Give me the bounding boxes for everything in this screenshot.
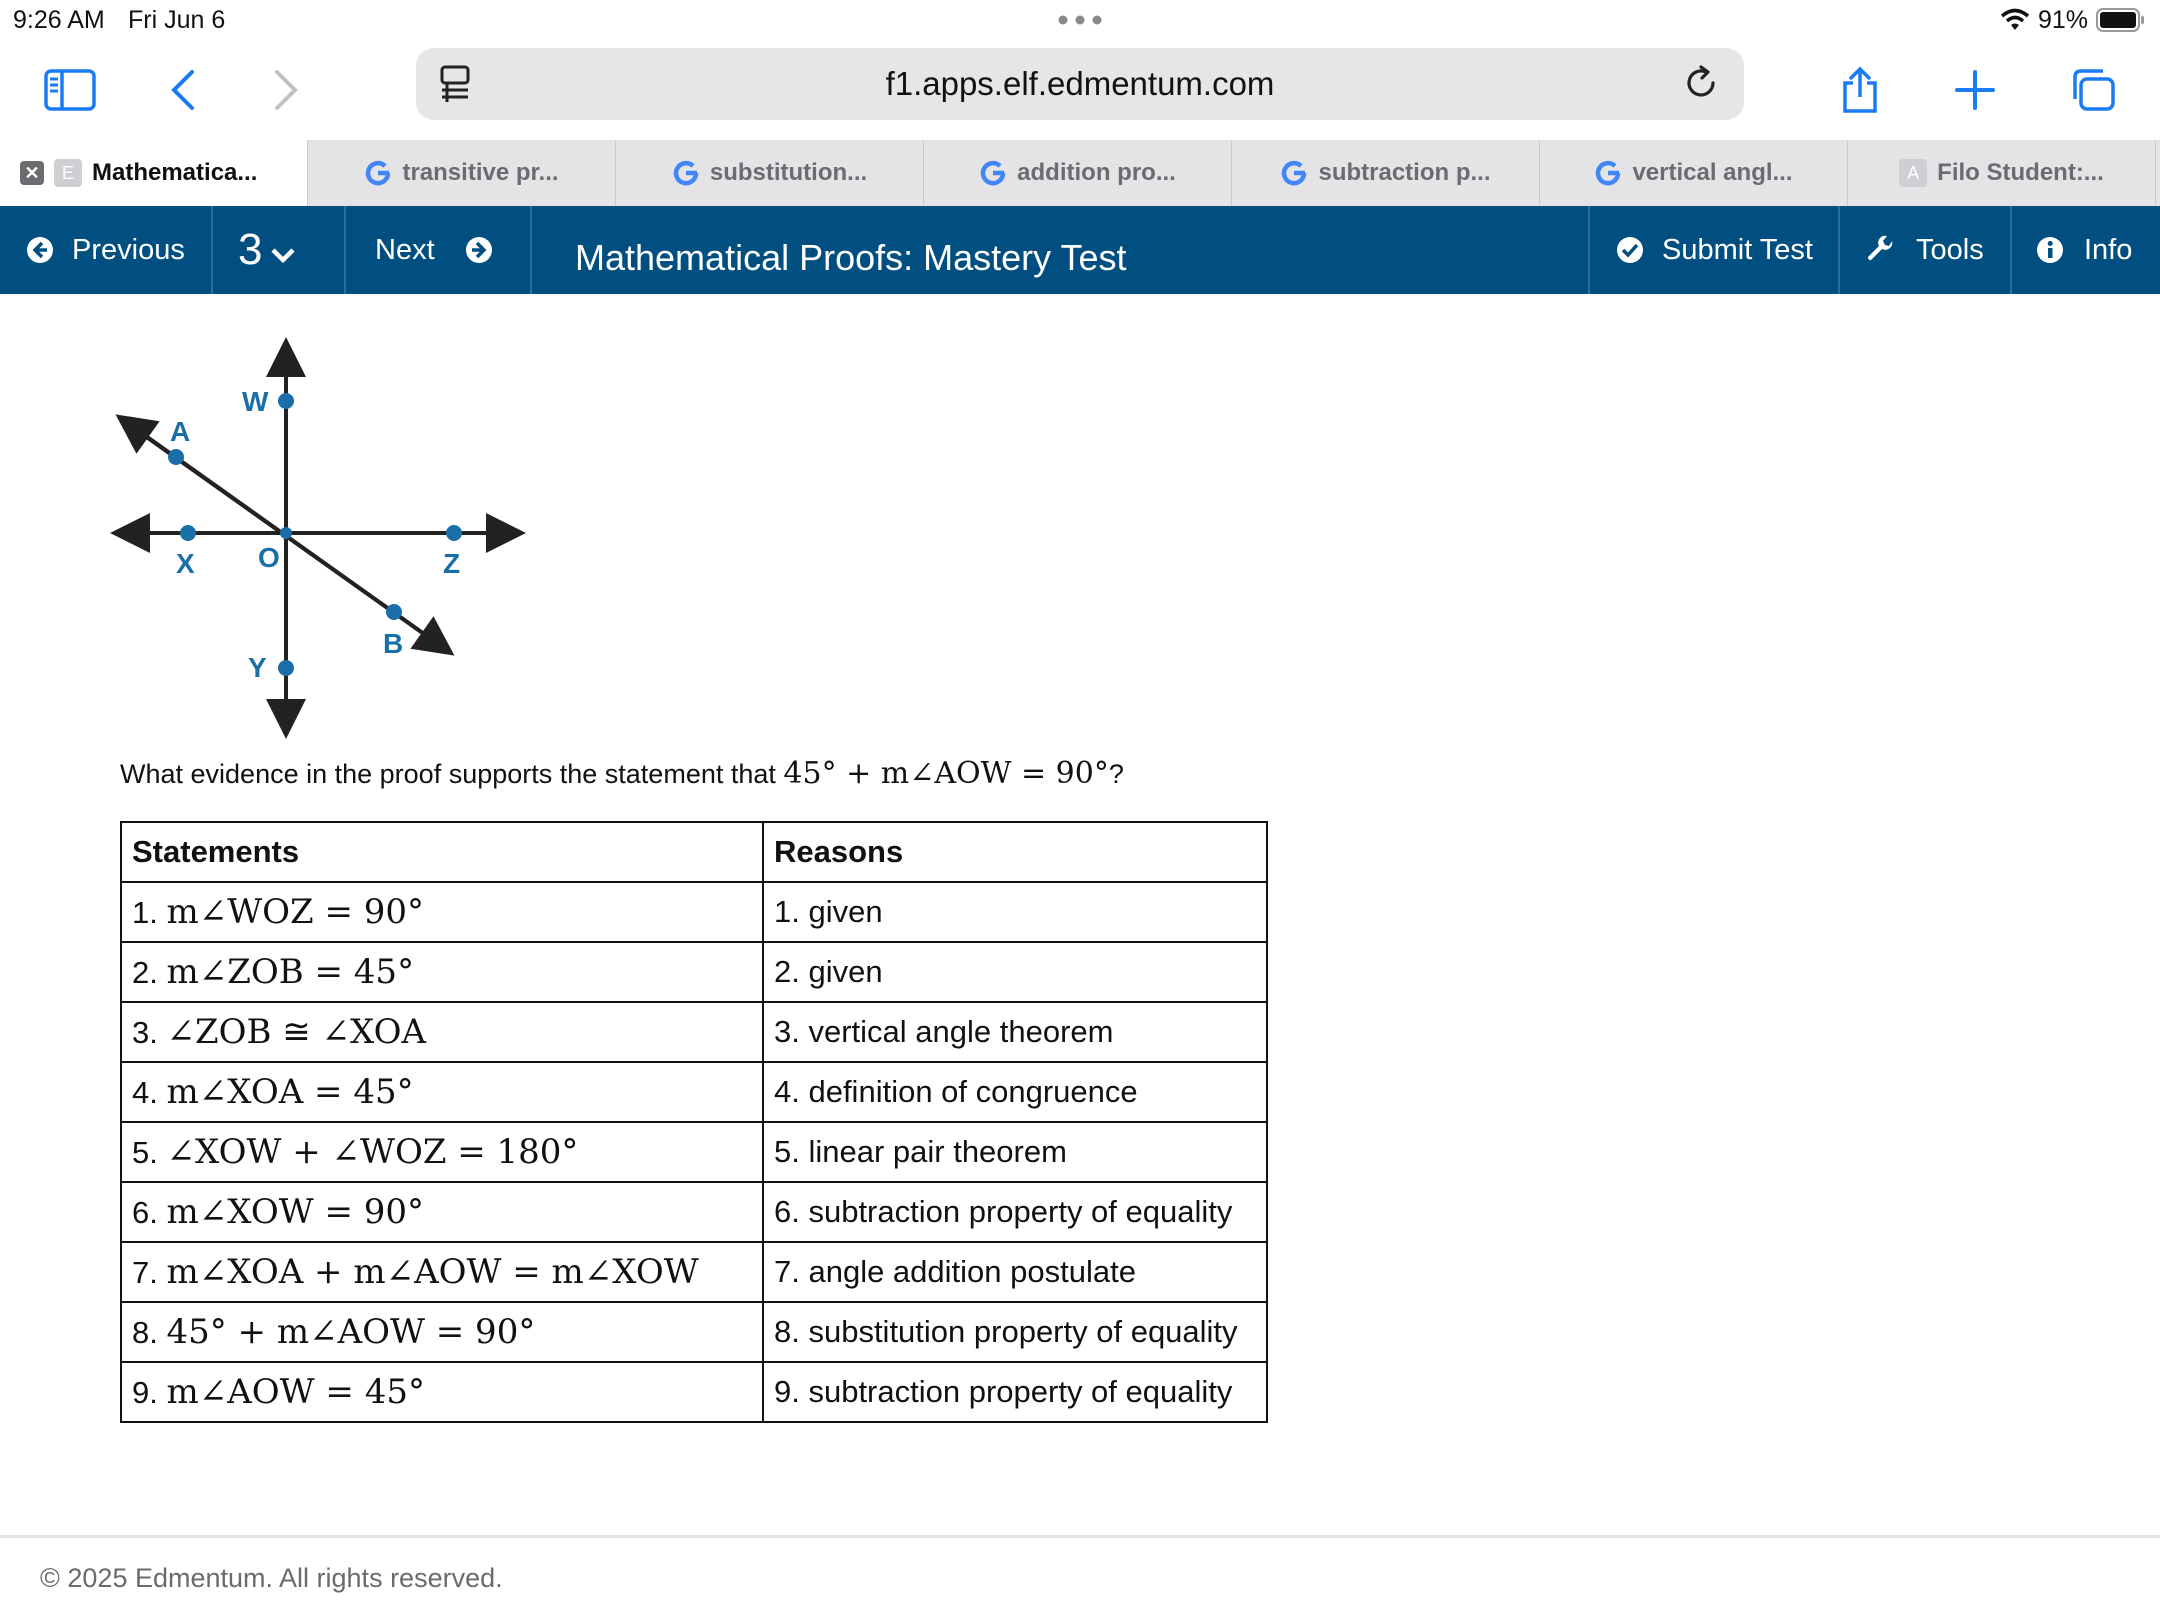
- statement-cell: 5. ∠XOW + ∠WOZ = 180°: [121, 1122, 763, 1182]
- label-z: Z: [443, 548, 461, 579]
- angle-figure: [110, 325, 530, 745]
- sidebar-toggle-icon[interactable]: [40, 60, 100, 120]
- google-icon: [364, 159, 392, 187]
- tab-label: subtraction p...: [1318, 159, 1491, 186]
- reason-cell: 8. substitution property of equality: [763, 1302, 1267, 1362]
- next-button[interactable]: Next: [375, 206, 493, 294]
- edmentum-favicon-icon: E: [54, 159, 82, 187]
- forward-icon[interactable]: [256, 60, 316, 120]
- label-y: Y: [248, 652, 267, 683]
- reason-cell: 9. subtraction property of equality: [763, 1362, 1267, 1422]
- wrench-icon: [1866, 235, 1896, 265]
- battery-icon: [2096, 7, 2146, 33]
- tab-mathematica[interactable]: [0, 140, 308, 206]
- table-row: [121, 1302, 1267, 1362]
- submit-test-button[interactable]: Submit Test: [1616, 206, 1813, 294]
- google-icon: [1280, 159, 1308, 187]
- google-icon: [979, 159, 1007, 187]
- tab-label: Filo Student:...: [1937, 159, 2104, 186]
- reason-cell: 6. subtraction property of equality: [763, 1182, 1267, 1242]
- check-circle-icon: [1616, 236, 1644, 264]
- url-text: f1.apps.elf.edmentum.com: [885, 65, 1275, 102]
- statement-cell: 2. m∠ZOB = 45°: [121, 942, 763, 1002]
- tab-vertical[interactable]: [1540, 140, 1848, 206]
- tab-overview-icon[interactable]: [2063, 60, 2123, 120]
- tab-label: Mathematica...: [92, 159, 258, 186]
- tab-subtraction[interactable]: [1232, 140, 1540, 206]
- footer-divider: [0, 1535, 2160, 1538]
- label-a: A: [170, 416, 191, 447]
- point-w: [278, 393, 294, 409]
- tab-addition[interactable]: [924, 140, 1232, 206]
- status-time: 9:26 AM: [13, 6, 105, 34]
- tab-label: substitution...: [709, 159, 868, 186]
- page-title: Mathematical Proofs: Mastery Test: [575, 237, 1127, 278]
- table-row: [121, 882, 1267, 942]
- filo-favicon-icon: A: [1899, 159, 1927, 187]
- tab-filo[interactable]: [1848, 140, 2156, 206]
- tab-substitution[interactable]: [616, 140, 924, 206]
- table-row: [121, 942, 1267, 1002]
- statement-cell: 4. m∠XOA = 45°: [121, 1062, 763, 1122]
- tab-strip: [0, 140, 2160, 206]
- reasons-header: Reasons: [763, 822, 1267, 882]
- reload-icon[interactable]: [1680, 62, 1722, 104]
- point-x: [180, 525, 196, 541]
- tools-button[interactable]: Tools: [1866, 206, 1984, 294]
- google-icon: [672, 159, 700, 187]
- statement-cell: 3. ∠ZOB ≅ ∠XOA: [121, 1002, 763, 1062]
- table-row: [121, 1002, 1267, 1062]
- statement-cell: 6. m∠XOW = 90°: [121, 1182, 763, 1242]
- proof-table: [120, 821, 1268, 1423]
- point-b: [386, 604, 402, 620]
- label-b: B: [383, 628, 404, 659]
- table-row: [121, 1182, 1267, 1242]
- point-y: [278, 660, 294, 676]
- reason-cell: 4. definition of congruence: [763, 1062, 1267, 1122]
- info-button[interactable]: Info: [2036, 206, 2132, 294]
- tab-label: vertical angl...: [1632, 159, 1793, 186]
- close-tab-icon[interactable]: ✕: [20, 161, 44, 185]
- previous-button[interactable]: Previous: [26, 206, 185, 294]
- point-a: [168, 449, 184, 465]
- table-row: [121, 1242, 1267, 1302]
- tab-label: addition pro...: [1017, 159, 1176, 186]
- arrow-right-circle-icon: [465, 236, 493, 264]
- back-icon[interactable]: [153, 60, 213, 120]
- reason-cell: 1. given: [763, 882, 1267, 942]
- google-icon: [1594, 159, 1622, 187]
- table-row: [121, 1062, 1267, 1122]
- arrow-left-circle-icon: [26, 236, 54, 264]
- table-row: [121, 1122, 1267, 1182]
- reason-cell: 7. angle addition postulate: [763, 1242, 1267, 1302]
- reason-cell: 2. given: [763, 942, 1267, 1002]
- copyright-text: © 2025 Edmentum. All rights reserved.: [40, 1563, 503, 1593]
- statement-cell: 1. m∠WOZ = 90°: [121, 882, 763, 942]
- statement-cell: 7. m∠XOA + m∠AOW = m∠XOW: [121, 1242, 763, 1302]
- address-bar[interactable]: [416, 48, 1744, 120]
- chevron-down-icon: [270, 246, 296, 264]
- reason-cell: 3. vertical angle theorem: [763, 1002, 1267, 1062]
- share-icon[interactable]: [1830, 60, 1890, 120]
- point-z: [446, 525, 462, 541]
- browser-toolbar: [0, 40, 2160, 140]
- statements-header: Statements: [121, 822, 763, 882]
- info-circle-icon: [2036, 236, 2064, 264]
- label-o: O: [258, 542, 280, 573]
- statement-cell: 9. m∠AOW = 45°: [121, 1362, 763, 1422]
- table-header-row: [121, 822, 1267, 882]
- status-date: Fri Jun 6: [128, 6, 226, 34]
- statement-cell: 8. 45° + m∠AOW = 90°: [121, 1302, 763, 1362]
- test-nav-bar: [0, 206, 2160, 294]
- new-tab-icon[interactable]: [1945, 60, 2005, 120]
- point-o: [280, 527, 292, 539]
- battery-percent: 91%: [2037, 5, 2088, 34]
- table-row: [121, 1362, 1267, 1422]
- reason-cell: 5. linear pair theorem: [763, 1122, 1267, 1182]
- multitasking-dots-icon[interactable]: [1055, 10, 1105, 30]
- status-bar: [0, 0, 2160, 40]
- label-x: X: [176, 548, 195, 579]
- tab-label: transitive pr...: [402, 159, 559, 186]
- tab-transitive[interactable]: [308, 140, 616, 206]
- question-text: What evidence in the proof supports the statement that 45° + m∠AOW = 90°?: [120, 756, 1124, 791]
- wifi-icon: [2000, 8, 2030, 32]
- question-number-dropdown[interactable]: 3: [238, 206, 296, 294]
- label-w: W: [242, 386, 269, 417]
